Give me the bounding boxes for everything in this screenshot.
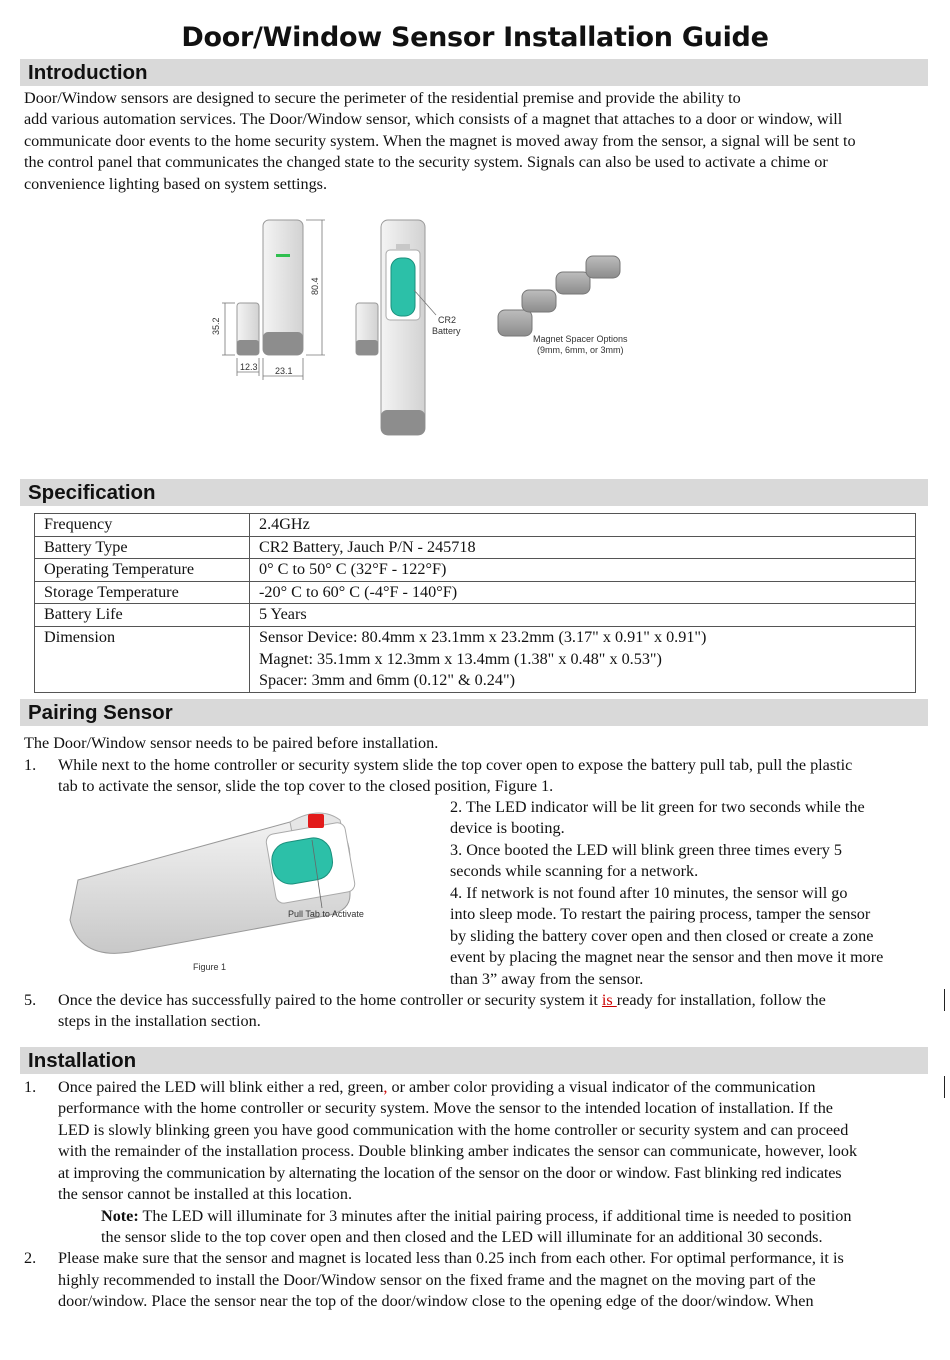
note-label: Note:	[101, 1207, 139, 1225]
install-step-1-line: with the remainder of the installation process. Double blinking amber indicates the sensor can communicate, however, look	[58, 1142, 858, 1160]
spec-key: Battery Type	[35, 536, 250, 559]
install-note-line: the sensor slide to the top cover open and then closed and the LED will illuminate for an additional 30 seconds.	[101, 1228, 823, 1246]
pairing-step-1-line: While next to the home controller or security system slide the top cover open to expose the battery pull tab, pull the plastic	[58, 756, 853, 774]
install-step-1-line: LED is slowly blinking green you have good communication with the home controller or security system and can proceed	[58, 1121, 849, 1139]
pairing-step-line: 2. The LED indicator will be lit green for two seconds while the	[450, 798, 865, 816]
pairing-step-line: into sleep mode. To restart the pairing process, tamper the sensor	[450, 905, 871, 923]
figure-1-sensor	[60, 800, 430, 980]
magnet-spacers	[498, 256, 620, 336]
spec-value-line: Sensor Device: 80.4mm x 23.1mm x 23.2mm (3.17" x 0.91" x 0.91")	[259, 627, 707, 646]
text-span: Once paired the LED will blink either a red, green	[58, 1078, 384, 1096]
section-header-specification: Specification	[20, 479, 928, 506]
spacer-options-label: Magnet Spacer Options	[533, 334, 628, 344]
dim-35-2-label: 35.2	[211, 317, 221, 335]
table-row	[35, 581, 916, 604]
intro-line: Door/Window sensors are designed to secure the perimeter of the residential premise and provide the ability to	[24, 89, 741, 107]
sensor-dimension-figure	[200, 210, 680, 445]
spec-key: Operating Temperature	[35, 559, 250, 582]
spec-value: CR2 Battery, Jauch P/N - 245718	[250, 536, 916, 559]
table-row	[35, 536, 916, 559]
spec-value-line: Magnet: 35.1mm x 12.3mm x 13.4mm (1.38" x 0.48" x 0.53")	[259, 649, 662, 668]
install-note-line	[101, 1206, 851, 1228]
pairing-step-5-line	[58, 990, 826, 1012]
spec-key: Battery Life	[35, 604, 250, 627]
intro-line: the control panel that communicates the changed state to the security system. Signals can also be used to activate a chime or	[24, 153, 828, 171]
intro-line: add various automation services. The Door/Window sensor, which consists of a magnet that attaches to a door or window, will	[24, 110, 843, 128]
pairing-step-line: 3. Once booted the LED will blink green three times every 5	[450, 841, 842, 859]
dim-12-3-label: 12.3	[240, 362, 258, 372]
install-step-1-line: performance with the home controller or security system. Move the sensor to the intended location of installation. If the	[58, 1099, 833, 1117]
figure-1-caption: Figure 1	[193, 962, 227, 972]
pull-tab	[308, 814, 324, 828]
step-number: 1.	[24, 1078, 37, 1096]
pairing-step-line: device is booting.	[450, 819, 565, 837]
tracked-change: is	[601, 991, 617, 1009]
section-header-installation: Installation	[20, 1047, 928, 1074]
battery-label-cr2: CR2	[438, 315, 457, 325]
install-step-1-line	[58, 1077, 815, 1099]
spec-key: Storage Temperature	[35, 581, 250, 604]
pairing-step-line: by sliding the battery cover open and then closed or create a zone	[450, 927, 874, 945]
step-number: 5.	[24, 991, 37, 1009]
install-step-2-line: highly recommended to install the Door/Window sensor on the fixed frame and the magnet on the moving part of the	[58, 1271, 816, 1289]
document-title: Door/Window Sensor Installation Guide	[181, 22, 769, 53]
install-step-1-line: at improving the communication by alternating the location of the sensor on the door or window. Fast blinking red indicates	[58, 1164, 842, 1182]
pairing-step-1-line: tab to activate the sensor, slide the top cover to the closed position, Figure 1.	[58, 777, 554, 795]
pairing-step-line: seconds while scanning for a network.	[450, 862, 699, 880]
tracked-change: ,	[383, 1078, 388, 1096]
pairing-step-line: event by placing the magnet near the sensor and then move it more	[450, 948, 884, 966]
table-row	[35, 626, 916, 692]
spacer-sizes-label: (9mm, 6mm, or 3mm)	[537, 345, 624, 355]
pull-tab-label: Pull Tab to Activate	[288, 909, 364, 919]
install-step-2-line: Please make sure that the sensor and magnet is located less than 0.25 inch from each other. For optimal performance, it is	[58, 1249, 844, 1267]
sensor-base	[263, 332, 303, 355]
spec-value-line: Spacer: 3mm and 6mm (0.12" & 0.24")	[259, 671, 515, 690]
table-row	[35, 514, 916, 537]
dim-80-4-label: 80.4	[310, 277, 320, 295]
pairing-step-line: than 3” away from the sensor.	[450, 970, 644, 988]
spec-value: -20° C to 60° C (-4°F - 140°F)	[250, 581, 916, 604]
spec-value: 5 Years	[250, 604, 916, 627]
spec-value: 0° C to 50° C (32°F - 122°F)	[250, 559, 916, 582]
spec-key: Dimension	[35, 626, 250, 692]
intro-line: communicate door events to the home security system. When the magnet is moved away from the sensor, a signal will be sent to	[24, 132, 856, 150]
pairing-intro: The Door/Window sensor needs to be paired before installation.	[24, 734, 439, 752]
text-span: or amber color providing a visual indicator of the communication	[387, 1078, 816, 1096]
section-header-introduction: Introduction	[20, 59, 928, 86]
pairing-step-line: 4. If network is not found after 10 minutes, the sensor will go	[450, 884, 848, 902]
dim-23-1-label: 23.1	[275, 366, 293, 376]
text-span: ready for installation, follow the	[616, 991, 826, 1009]
spec-key: Frequency	[35, 514, 250, 537]
table-row	[35, 559, 916, 582]
pairing-step-5-line: steps in the installation section.	[58, 1012, 261, 1030]
install-step-2-line: door/window. Place the sensor near the top of the door/window close to the opening edge of the door/window. When	[58, 1292, 814, 1310]
section-header-pairing: Pairing Sensor	[20, 699, 928, 726]
intro-line: convenience lighting based on system settings.	[24, 175, 328, 193]
cr2-battery	[391, 258, 415, 316]
magnet-base	[237, 340, 259, 355]
battery-label-battery: Battery	[432, 326, 461, 336]
step-number: 1.	[24, 756, 37, 774]
change-bar	[944, 989, 945, 1011]
spec-value: 2.4GHz	[250, 514, 916, 537]
table-row	[35, 604, 916, 627]
led-indicator	[276, 254, 290, 257]
text-span: The LED will illuminate for 3 minutes after the initial pairing process, if additional time is needed to position	[138, 1207, 852, 1225]
spec-value-multiline	[250, 626, 916, 692]
text-span: Once the device has successfully paired to the home controller or security system it	[58, 991, 602, 1009]
step-number: 2.	[24, 1249, 37, 1267]
install-step-1-line: the sensor cannot be installed at this location.	[58, 1185, 352, 1203]
change-bar	[944, 1076, 945, 1098]
specification-table	[34, 513, 916, 693]
